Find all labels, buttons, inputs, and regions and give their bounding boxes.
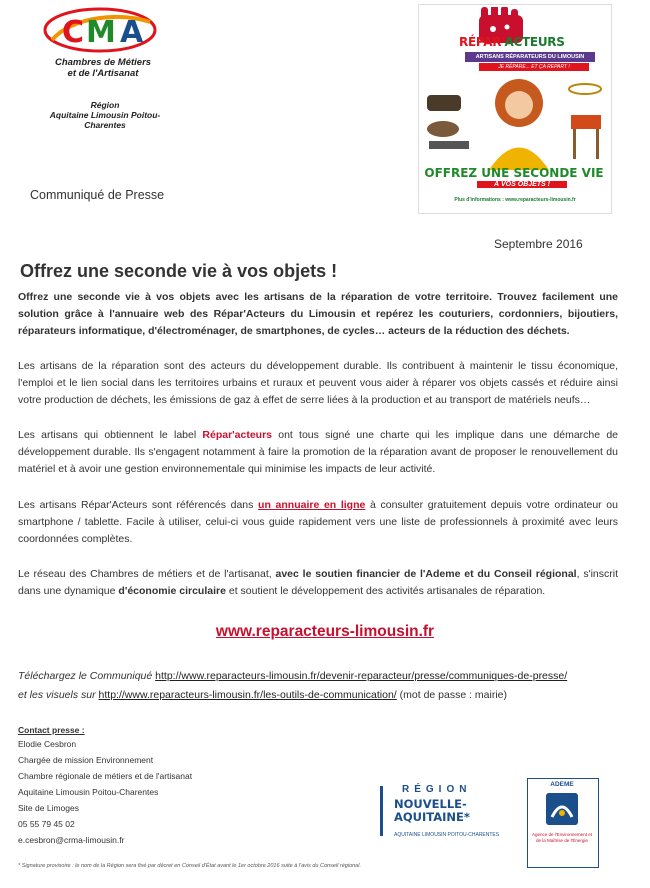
- paragraph-4: Les artisans Répar'Acteurs sont référencés dans un annuaire en ligne à consulter gratuitement depuis votre ordinateur ou smartphone / tablette. Facile à utiliser, celui-ci vous guide rapidement vers une liste de professionnels à proximité avec leurs coordonnées complètes.: [18, 499, 618, 545]
- intro-paragraph: Offrez une seconde vie à vos objets avec les artisans de la réparation de votre territoire. Trouvez facilement une solution grâce à l'annuaire web des Répar'Acteurs du Limousin et repérez les couturiers, cordonniers, bijoutiers, réparateurs informatique, d'électroménager, de smartphones, de cycles… acteurs de la réduction des déchets.: [18, 291, 618, 337]
- region-logo-top: RÉGION: [402, 784, 472, 795]
- poster-offer: OFFREZ UNE SECONDE VIE: [424, 166, 604, 180]
- communique-link[interactable]: http://www.reparacteurs-limousin.fr/devenir-reparacteur/presse/communiques-de-presse/: [155, 670, 568, 682]
- doc-date: Septembre 2016: [494, 237, 583, 251]
- visuels-link[interactable]: http://www.reparacteurs-limousin.fr/les-outils-de-communication/: [98, 689, 397, 701]
- region-name: Aquitaine Limousin Poitou-Charentes: [49, 110, 161, 130]
- contact-email[interactable]: e.cesbron@crma-limousin.fr: [18, 835, 125, 845]
- ademe-name: ADEME: [550, 781, 574, 788]
- region-block: [30, 100, 180, 130]
- poster-offer-2: À VOS OBJETS !: [477, 181, 567, 188]
- tools-illustration: [423, 85, 479, 155]
- contact-name: Elodie Cesbron: [18, 739, 77, 749]
- contact-heading: Contact presse :: [18, 725, 85, 735]
- chair-illustration: [559, 75, 609, 165]
- paragraph-3: Les artisans qui obtiennent le label Répar'acteurs ont tous signé une charte qui les implique dans une démarche de développement durable. Ils s'engagent notamment à faire la promotion de la réparation avant de proposer le renouvellement du matériel et à avoir une gestion environnementale qui minimise les impacts de leur activité.: [18, 429, 618, 475]
- contact-site: Site de Limoges: [18, 803, 79, 813]
- contact-org: Chambre régionale de métiers et de l'artisanat: [18, 771, 193, 781]
- doc-label: Communiqué de Presse: [30, 188, 165, 202]
- svg-text:M: M: [86, 15, 116, 50]
- reparacteurs-poster: [418, 4, 612, 214]
- poster-tagline: JE RÉPARE... ET ÇA REPART !: [479, 63, 589, 71]
- ademe-subtitle: Agence de l'Environnement et de la Maîtrise de l'Énergie: [532, 832, 592, 843]
- doc-headline: Offrez une seconde vie à vos objets !: [20, 261, 338, 281]
- svg-text:A: A: [120, 15, 144, 50]
- contact-role: Chargée de mission Environnement: [18, 755, 154, 765]
- download-visuels: et les visuels sur http://www.reparacteurs-limousin.fr/les-outils-de-communication/ (mot de passe : mairie): [18, 689, 508, 701]
- woman-illustration: [479, 75, 559, 170]
- footnote: * Signature provisoire : le nom de la Région sera fixé par décret en Conseil d'État avant le 1er octobre 2016 suite à l'avis du Conseil régional.: [18, 863, 361, 869]
- label-reparacteurs: Répar'acteurs: [202, 429, 273, 441]
- download-communique: Téléchargez le Communiqué http://www.reparacteurs-limousin.fr/devenir-reparacteur/presse/communiques-de-presse/: [18, 670, 568, 682]
- cma-logo: [42, 6, 158, 54]
- region-logo-sub: AQUITAINE LIMOUSIN POITOU-CHARENTES: [394, 832, 500, 838]
- region-label: Région: [90, 100, 120, 110]
- org-line-2: et de l'Artisanat: [67, 68, 139, 79]
- poster-footer: Plus d'informations : www.reparacteurs-limousin.fr: [454, 197, 576, 203]
- org-line-1: Chambres de Métiers: [54, 57, 152, 68]
- poster-subtitle: ARTISANS RÉPARATEURS DU LIMOUSIN: [465, 52, 595, 62]
- ademe-emblem-icon: [546, 793, 578, 825]
- contact-region: Aquitaine Limousin Poitou-Charentes: [18, 787, 159, 797]
- annuaire-link[interactable]: un annuaire en ligne: [258, 499, 366, 511]
- org-name: [38, 57, 168, 79]
- poster-title: RÉPAR'ACTEURS: [459, 35, 565, 49]
- region-logo-bar: [380, 786, 383, 836]
- website-link[interactable]: www.reparacteurs-limousin.fr: [215, 623, 435, 640]
- region-logo-name: NOUVELLE- AQUITAINE*: [394, 797, 470, 824]
- contact-phone: 05 55 79 45 02: [18, 819, 75, 829]
- paragraph-5: Le réseau des Chambres de métiers et de l'artisanat, avec le soutien financier de l'Ademe et du Conseil régional, s'inscrit dans une dynamique d'économie circulaire et soutient le développement des activités artisanales de réparation.: [18, 568, 619, 597]
- svg-text:C: C: [62, 15, 85, 50]
- paragraph-2: Les artisans de la réparation sont des acteurs du développement durable. Ils contribuent à maintenir le tissu économique, l'emploi et le lien social dans les territoires urbains et ruraux et peuvent vous aider à réparer vos objets cassés et réduire ainsi votre production de déchets, les émissions de gaz à effet de serre liées à la production et au transport de matériels neufs…: [18, 360, 618, 406]
